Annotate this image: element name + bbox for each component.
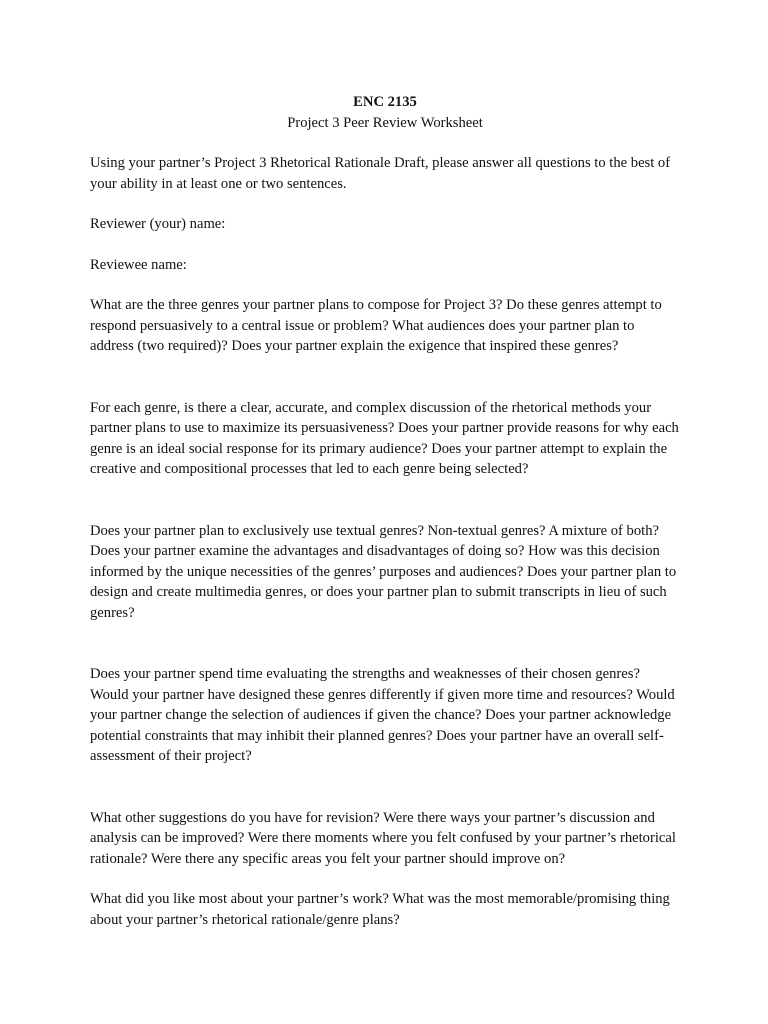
question-genres: What are the three genres your partner plans to compose for Project 3? Do these genres attempt to respond persuasively to a central issue or problem? What audiences does your partner plan to address (two required)? Does your partner explain the exigence that inspired these genres? <box>90 297 662 354</box>
reviewer-name-label: Reviewer (your) name: <box>90 216 226 232</box>
instructions-paragraph: Using your partner’s Project 3 Rhetorical Rationale Draft, please answer all questions to the best of your ability in at least one or two sentences. <box>90 155 671 192</box>
course-code: ENC 2135 <box>353 94 417 110</box>
question-self-assessment: Does your partner spend time evaluating the strengths and weaknesses of their chosen genres? Would your partner have designed these genres differently if given more time and resources? Would your partner change the selection of audiences if given the chance? Does your partner acknowledge potential constraints that may inhibit their planned genres? Does your partner have an overall self-assessment of their project? <box>90 666 675 764</box>
question-rhetorical-methods: For each genre, is there a clear, accurate, and complex discussion of the rhetorical methods your partner plans to use to maximize its persuasiveness? Does your partner provide reasons for why each genre is an ideal social response for its primary audience? Does your partner attempt to explain the creative and compositional processes that led to each genre being selected? <box>90 399 679 477</box>
question-textual-genres: Does your partner plan to exclusively use textual genres? Non-textual genres? A mixture of both? Does your partner examine the advantages and disadvantages of doing so? How was this decision informed by the unique necessities of the genres’ purposes and audiences? Does your partner plan to design and create multimedia genres, or does your partner plan to submit transcripts in lieu of such genres? <box>90 522 677 621</box>
reviewee-name-label: Reviewee name: <box>90 256 187 273</box>
question-revision-suggestions: What other suggestions do you have for revision? Were there ways your partner’s discussion and analysis can be improved? Were there moments where you felt confused by your partner’s rhetorical rationale? Were there any specific areas you felt your partner should improve on? <box>90 809 676 867</box>
document-body <box>90 92 680 950</box>
question-liked-most: What did you like most about your partner’s work? What was the most memorable/promising thing about your partner’s rhetorical rationale/genre plans? <box>90 891 670 928</box>
worksheet-title: Project 3 Peer Review Worksheet <box>287 114 483 131</box>
